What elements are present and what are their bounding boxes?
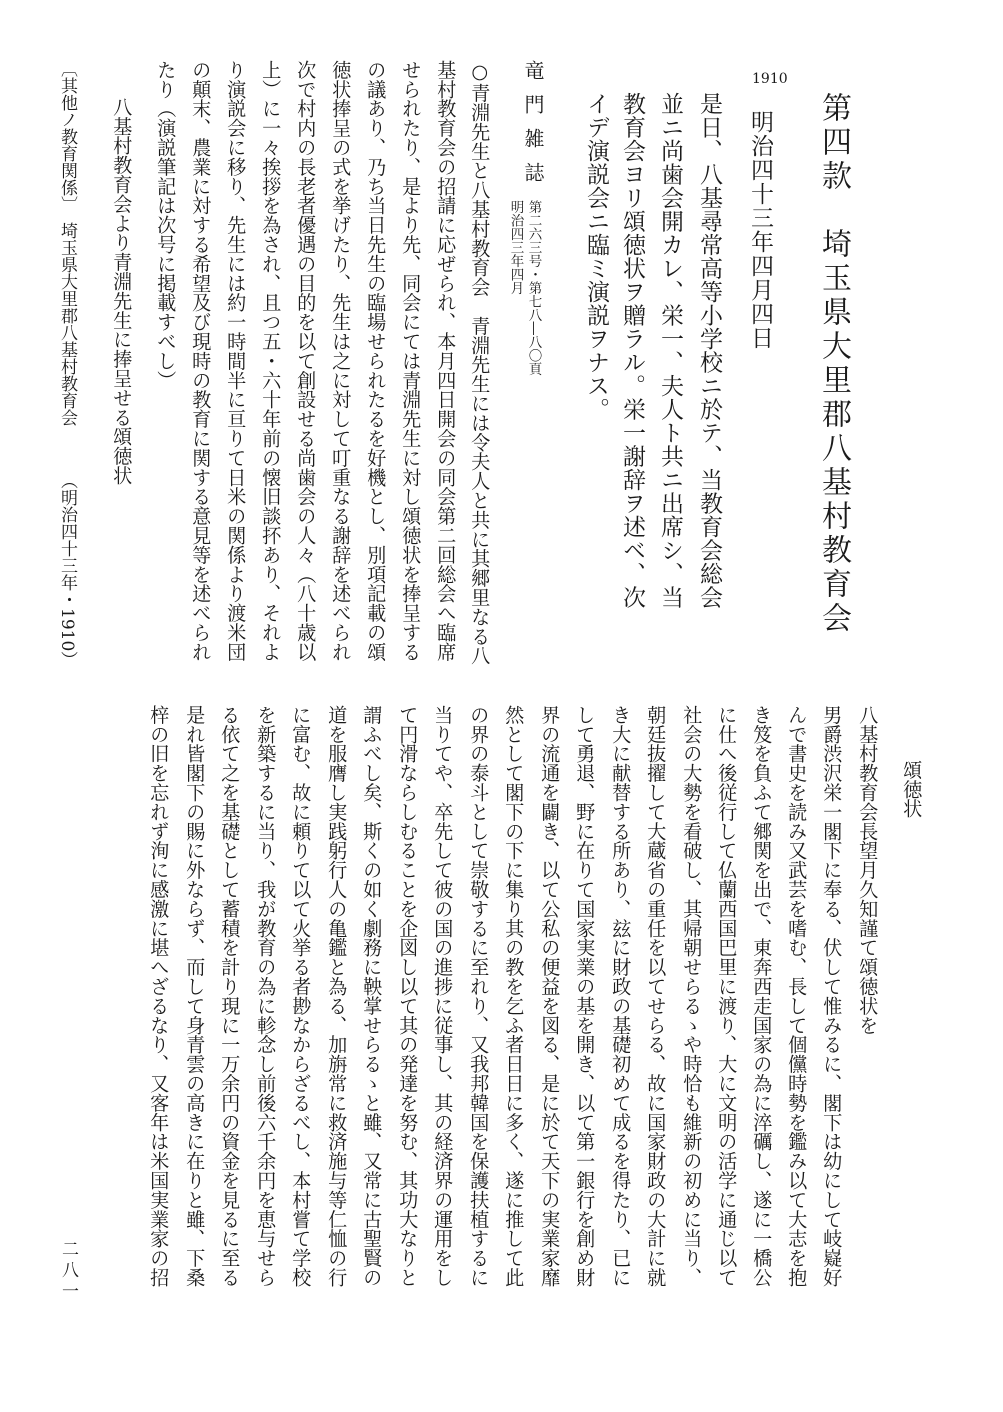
proclamation-line: 界の流通を闢き、以て公私の便益を図る、是に於て天下の実業家靡 — [538, 705, 562, 1287]
body-line: せられたり、是より先、同会にては青淵先生に対し頌徳状を捧呈する — [399, 60, 423, 662]
page-number: 二八一 — [58, 1240, 78, 1303]
proclamation-intro: 八基村教育会より青淵先生に捧呈せる頌徳状 — [110, 97, 134, 485]
body-line: の議あり、乃ち当日先生の臨場せられたるを好機とし、別項記載の頌 — [364, 60, 388, 662]
proclamation-line: の界の泰斗として崇敬するに至れり、又我邦韓国を保護扶植するに — [467, 705, 491, 1287]
proclamation-line: 朝廷抜擢して大蔵省の重任を以てせらる、故に国家財政の大計に就 — [644, 705, 668, 1287]
body-line: 基村教育会の招請に応ぜられ、本月四日開会の同会第二回総会へ臨席 — [434, 60, 458, 662]
proclamation-line: に富む、故に頼りて以て火挙る者尠なからざるべし、本村嘗て学校 — [289, 705, 313, 1287]
entry-line: 教育会ヨリ頌徳状ヲ贈ラル。栄一謝辞ヲ述ベ、次 — [619, 92, 645, 609]
entry-line: 是日、八基尋常高等小学校ニ於テ、当教育会総会 — [696, 92, 722, 609]
proclamation-line: 道を服膺し実践躬行人の亀鑑と為る、加旃常に救済施与等仁恤の行 — [325, 705, 349, 1287]
proclamation-line: に仕へ後従行して仏蘭西国巴里に渡り、大に文明の活学に通じ以て — [715, 705, 739, 1287]
proclamation-line: て円滑ならしむることを企図し以て其の発達を努む、其功大なりと — [396, 705, 420, 1287]
proclamation-line: き笈を負ふて郷関を出で、東奔西走国家の為に淬礪し、遂に一橋公 — [750, 705, 774, 1287]
proclamation-line: 男爵渋沢栄一閣下に奉る、伏して惟みるに、閣下は幼にして岐嶷好 — [820, 705, 844, 1287]
proclamation-line: 八基村教育会長望月久知謹て頌徳状を — [856, 705, 880, 1035]
entry-date: 明治四十三年四月四日 — [747, 110, 773, 350]
body-line: たり（演説筆記は次号に掲載すべし） — [154, 60, 178, 390]
entry-line: 並ニ尚歯会開カレ、栄一、夫人ト共ニ出席シ、当 — [657, 92, 683, 609]
proclamation-line: して勇退、野に在りて国家実業の基を開き、以て第一銀行を創め財 — [573, 705, 597, 1287]
body-line: 徳状捧呈の式を挙げたり、先生は之に対して叮重なる謝辞を述べられ — [329, 60, 353, 662]
proclamation-line: 当りてや、卒先して彼の国の進捗に従事し、其の経済界の運用をし — [431, 705, 455, 1287]
proclamation-line: を新築するに当り、我が教育の為に軫念し前後六千余円を恵与せら — [254, 705, 278, 1287]
proclamation-line: んで書史を読み又武芸を嗜む、長して個儻時勢を鑑み以て大志を抱 — [785, 705, 809, 1287]
body-line: 上）に一々挨拶を為され、且つ五・六十年前の懐旧談抔あり、それよ — [259, 60, 283, 662]
proclamation-heading: 頌徳状 — [900, 760, 924, 819]
proclamation-line: き大に献替する所あり、玆に財政の基礎初めて成るを得たり、已に — [609, 705, 633, 1287]
footer-era: （明治四十三年・1910） — [57, 472, 77, 669]
source-name: 竜門雑誌 — [521, 60, 545, 196]
body-line: り演説会に移り、先生には約一時間半に亘りて日米の関係より渡米団 — [224, 60, 248, 662]
entry-year: 1910 — [752, 71, 788, 87]
body-line: の顛末、農業に対する希望及び現時の教育に関する意見等を述べられ — [189, 60, 213, 662]
proclamation-line: 社会の大勢を看破し、其帰朝せらるゝや時恰も維新の初めに当り、 — [680, 705, 704, 1287]
body-line: ○青淵先生と八基村教育会 青淵先生には令夫人と共に其郷里なる八 — [468, 60, 492, 666]
proclamation-line: 是れ皆閣下の賜に外ならず、而して身青雲の高きに在りと雖、下桑 — [183, 705, 207, 1287]
source-detail: 明治四三年四月 — [507, 200, 524, 295]
body-line: 次で村内の長老者優遇の目的を以て創設せる尚歯会の人々（八十歳以 — [294, 60, 318, 662]
entry-line: イデ演説会ニ臨ミ演説ヲナス。 — [583, 92, 609, 421]
proclamation-line: る依て之を基礎として蓄積を計り現に一万余円の資金を見るに至る — [218, 705, 242, 1287]
footer-running-title: 埼玉県大里郡八基村教育会 — [57, 222, 77, 426]
footer-category: 〔其他ノ教育関係〕 — [57, 60, 77, 213]
section-title: 第四款 埼玉県大里郡八基村教育会 — [816, 92, 851, 636]
proclamation-line: 謂ふべし矣、斯くの如く劇務に鞅掌せらるゝと雖、又常に古聖賢の — [360, 705, 384, 1287]
proclamation-line: 然として閣下の下に集り其の教を乞ふ者日日に多く、遂に推して此 — [502, 705, 526, 1287]
source-detail: 第二六三号・第七八―八〇頁 — [525, 200, 542, 376]
proclamation-line: 梓の旧を忘れず洵に感激に堪へざるなり、又客年は米国実業家の招 — [147, 705, 171, 1287]
